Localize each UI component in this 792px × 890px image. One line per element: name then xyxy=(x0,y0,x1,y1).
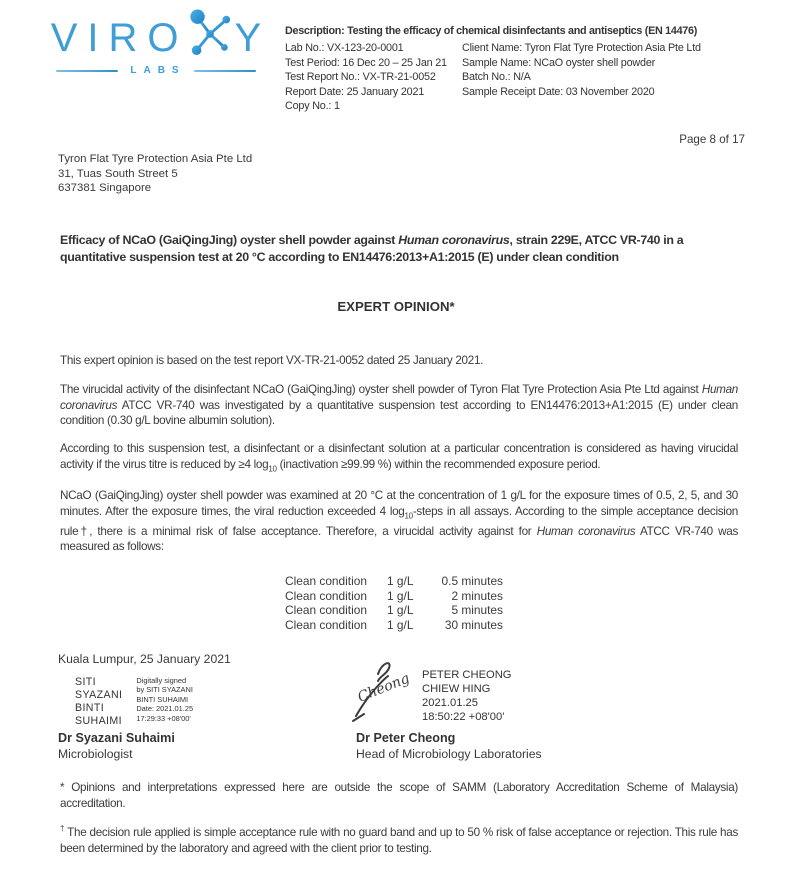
logo-text-y: Y xyxy=(234,16,262,60)
cell-exposure-time: 5 minutes xyxy=(451,603,503,618)
recipient-line-street: 31, Tuas South Street 5 xyxy=(58,167,178,180)
table-row xyxy=(285,574,503,589)
stamp-name-line: SYAZANI xyxy=(75,688,123,701)
signatory-role-right: Head of Microbiology Laboratories xyxy=(356,747,542,761)
viroxy-logo xyxy=(42,18,270,76)
header-description: Description: Testing the efficacy of chemical disinfectants and antiseptics (EN 14476) xyxy=(285,25,697,37)
logo-text-viro: VIRO xyxy=(50,16,189,60)
report-title xyxy=(60,232,738,267)
header-field-sample-name: Sample Name: NCaO oyster shell powder xyxy=(462,56,656,69)
header-right-column xyxy=(462,41,701,99)
paragraph-virucidal-activity xyxy=(60,382,738,429)
log-subscript: 10 xyxy=(268,464,277,474)
signatory-name-right: Dr Peter Cheong xyxy=(356,731,456,745)
stamp-line: 2021.01.25 xyxy=(422,697,478,709)
logo-labs xyxy=(42,65,270,76)
footnote-decision-rule xyxy=(60,821,738,856)
paragraph-italic: Human coronavirus xyxy=(60,383,738,412)
cell-exposure-time: 2 minutes xyxy=(451,588,503,603)
page-number: Page 8 of 17 xyxy=(679,133,745,146)
cell-condition: Clean condition xyxy=(285,618,367,633)
paragraph-text: According to this suspension test, a disinfectant or a disinfectant solution at a particular concentration is considered as having virucidal activity if the virus titre is reduced by ≥4 log xyxy=(60,442,738,471)
recipient-address xyxy=(58,152,252,196)
stamp-detail-line: Digitally signed xyxy=(136,676,187,685)
table-row xyxy=(285,603,503,618)
footnote-text: The decision rule applied is simple acceptance rule with no guard band and up to 50 % risk of false acceptance or rejection. This rule has been determined by the laboratory and agreed with the client prior to testing. xyxy=(60,825,738,855)
report-title-part1: Efficacy of NCaO (GaiQingJing) oyster shell powder against xyxy=(60,233,399,247)
digital-signature-stamp-right xyxy=(422,668,512,724)
paragraph-text: -steps in all assays. According to the simple acceptance decision rule†, there is a minimal risk of false acceptance. Therefore, a virucidal activity against for xyxy=(60,504,738,538)
stamp-detail-line: Date: 2021.01.25 xyxy=(136,704,194,714)
cell-condition: Clean condition xyxy=(285,588,367,603)
labs-rule-left-icon xyxy=(56,70,118,72)
header-field-lab-no: Lab No.: VX-123-20-0001 xyxy=(285,42,404,54)
stamp-name-line: BINTI xyxy=(75,701,105,714)
header-field-test-period: Test Period: 16 Dec 20 – 25 Jan 21 xyxy=(285,56,447,69)
labs-rule-right-icon xyxy=(194,70,256,72)
header-field-copy-no: Copy No.: 1 xyxy=(285,100,340,113)
footnote-marker: † xyxy=(60,824,65,833)
svg-text:Cheong: Cheong xyxy=(355,670,410,706)
paragraph-text: (inactivation ≥99.99 %) within the recommended exposure period. xyxy=(276,457,601,471)
cell-concentration: 1 g/L xyxy=(387,603,414,618)
digital-signature-stamp-left xyxy=(75,676,193,728)
table-row xyxy=(285,589,503,604)
stamp-name-line: SUHAIMI xyxy=(75,714,122,727)
labs-label: LABS xyxy=(130,65,186,76)
cell-concentration: 1 g/L xyxy=(387,588,414,603)
cell-condition: Clean condition xyxy=(285,574,367,588)
header-field-test-report-no: Test Report No.: VX-TR-21-0052 xyxy=(285,71,436,84)
report-title-italic: Human coronavirus xyxy=(398,233,510,247)
paragraph-basis: This expert opinion is based on the test report VX-TR-21-0052 dated 25 January 2021. xyxy=(60,354,484,367)
paragraph-text: The virucidal activity of the disinfectant NCaO (GaiQingJing) oyster shell powder of Tyron Flat Tyre Protection Asia Pte Ltd against xyxy=(60,383,702,396)
signoff-place-date: Kuala Lumpur, 25 January 2021 xyxy=(58,652,231,666)
stamp-line: 18:50:22 +08'00' xyxy=(422,711,505,723)
stamp-detail-line: BINTI SUHAIMI xyxy=(136,694,189,704)
report-title-part2: , strain 229E, ATCC VR-740 in a quantitative suspension test at 20 °C according to EN14476:2013+A1:2015 (E) under clean condition xyxy=(60,233,684,265)
table-row xyxy=(285,618,503,633)
stamp-detail-line: 17:29:33 +08'00' xyxy=(136,713,191,723)
paragraph-results xyxy=(60,488,738,555)
molecule-x-icon xyxy=(187,6,233,58)
cell-condition: Clean condition xyxy=(285,603,367,618)
signature-scribble-icon xyxy=(348,658,410,729)
cell-exposure-time: 30 minutes xyxy=(444,618,503,633)
footnote-samm xyxy=(60,780,738,812)
paragraph-criteria xyxy=(60,441,738,477)
paragraph-text: ATCC VR-740 was investigated by a quantitative suspension test according to EN14476:2013+A1:2015 (E) under clean condition (0.30 g/L bovine albumin solution). xyxy=(60,398,738,428)
results-table xyxy=(285,574,503,633)
stamp-name-line: SITI xyxy=(75,676,97,688)
header-field-report-date: Report Date: 25 January 2021 xyxy=(285,85,425,98)
stamp-signing-details xyxy=(136,676,193,728)
cell-concentration: 1 g/L xyxy=(387,574,414,588)
stamp-signer-name xyxy=(75,676,122,728)
stamp-line: CHIEW HING xyxy=(422,683,491,695)
footnote-marker: * xyxy=(60,781,65,794)
paragraph-italic: Human coronavirus xyxy=(536,524,636,538)
footnote-text: Opinions and interpretations expressed here are outside the scope of SAMM (Laboratory Accreditation Scheme of Malaysia) accreditation. xyxy=(60,781,738,810)
stamp-detail-line: by SITI SYAZANI xyxy=(136,685,193,695)
header-field-client-name: Client Name: Tyron Flat Tyre Protection Asia Pte Ltd xyxy=(462,42,701,54)
header-field-batch-no: Batch No.: N/A xyxy=(462,71,531,84)
signatory-role-left: Microbiologist xyxy=(58,747,133,761)
section-heading: EXPERT OPINION* xyxy=(337,299,455,314)
stamp-line: PETER CHEONG xyxy=(422,669,512,681)
header-left-column xyxy=(285,41,447,114)
cell-concentration: 1 g/L xyxy=(387,618,414,633)
paragraph-text: ATCC VR-740 was measured as follows: xyxy=(60,524,739,554)
recipient-line-company: Tyron Flat Tyre Protection Asia Pte Ltd xyxy=(58,153,253,165)
signatory-name-left: Dr Syazani Suhaimi xyxy=(58,731,175,745)
log-subscript: 10 xyxy=(404,511,413,521)
recipient-line-city: 637381 Singapore xyxy=(58,182,152,195)
logo-wordmark xyxy=(42,18,270,58)
header-field-sample-receipt-date: Sample Receipt Date: 03 November 2020 xyxy=(462,85,655,98)
cell-exposure-time: 0.5 minutes xyxy=(441,574,503,588)
paragraph-text: NCaO (GaiQingJing) oyster shell powder was examined at 20 °C at the concentration of 1 g/L for the exposure times of 0.5, 2, 5, and 30 minutes. After the exposure times, the viral reduction exceeded 4 log xyxy=(60,489,738,518)
